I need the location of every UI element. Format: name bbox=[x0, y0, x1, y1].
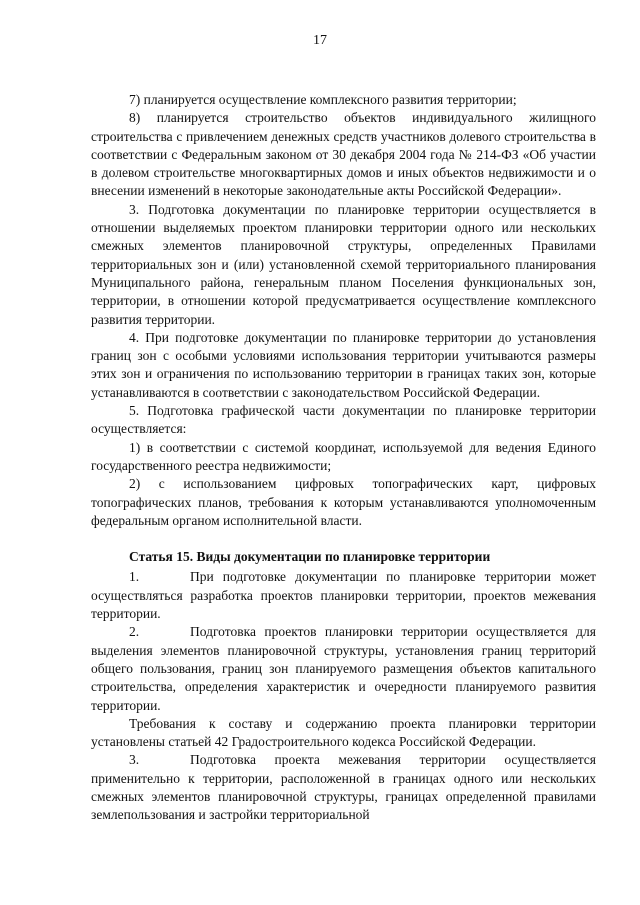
paragraph: 3. Подготовка документации по планировке территории осуществляется в отношении выделяемых проектом планировки территории одного или нескольких смежных элементов планировочной структуры, определенных Правилами территориальных зон и (или) установленной схемой территориального планирования Муниципального района, генеральным планом Поселения функциональных зон, территории, в отношении которой предусматривается осуществление комплексного развития территории. bbox=[91, 201, 596, 327]
paragraph: 4. При подготовке документации по планировке территории до установления границ зон с особыми условиями использования территории учитываются размеры этих зон и ограничения по использованию территории в границах таких зон, которые устанавливаются в соответствии с законодательством Российской Федерации. bbox=[91, 329, 596, 400]
page-number: 17 bbox=[313, 33, 327, 48]
paragraph: 5. Подготовка графической части документации по планировке территории осуществляется: bbox=[91, 403, 596, 437]
article-heading: Статья 15. Виды документации по планировке территории bbox=[129, 549, 491, 565]
numbered-paragraph bbox=[91, 568, 596, 623]
numbered-paragraph bbox=[91, 623, 596, 714]
paragraph bbox=[91, 715, 596, 752]
document-body bbox=[91, 91, 596, 825]
paragraph-text: Подготовка проектов планировки территории осуществляется для выделения элементов планировочной структуры, установления границ территорий общего пользования, границ зон планируемого размещения объектов капитального строительства, определения характеристик и очередности планируемого развития территории. bbox=[91, 624, 596, 713]
paragraph-text: При подготовке документации по планировке территории может осуществляться разработка проектов планировки территории, проектов межевания территории. bbox=[91, 569, 596, 622]
paragraph-number: 1. bbox=[129, 569, 140, 585]
paragraph-text: Требования к составу и содержанию проекта планировки территории установлены статьей 42 Градостроительного кодекса Российской Федерации. bbox=[91, 715, 596, 750]
paragraph: 2) с использованием цифровых топографических карт, цифровых топографических планов, требования к которым устанавливаются уполномоченным федеральным органом исполнительной власти. bbox=[91, 476, 596, 528]
paragraph: 7) планируется осуществление комплексного развития территории; bbox=[129, 92, 517, 107]
paragraph: 1) в соответствии с системой координат, используемой для ведения Единого государственного реестра недвижимости; bbox=[91, 439, 596, 473]
paragraph-number: 3. bbox=[129, 752, 140, 768]
paragraph-number: 2. bbox=[129, 624, 140, 640]
paragraph: 8) планируется строительство объектов индивидуального жилищного строительства с привлечением денежных средств участников долевого строительства в соответствии с Федеральным законом от 30 декабря 2004 года № 214-ФЗ «Об участии в долевом строительстве многоквартирных домов и иных объектов недвижимости и о внесении изменений в некоторые законодательные акты Российской Федерации». bbox=[91, 110, 596, 199]
numbered-paragraph bbox=[91, 751, 596, 824]
paragraph-text: Подготовка проекта межевания территории осуществляется применительно к территории, расположенной в границах одного или нескольких смежных элементов планировочной структуры, границах определенной правилами землепользования и застройки территориальной bbox=[91, 752, 596, 823]
